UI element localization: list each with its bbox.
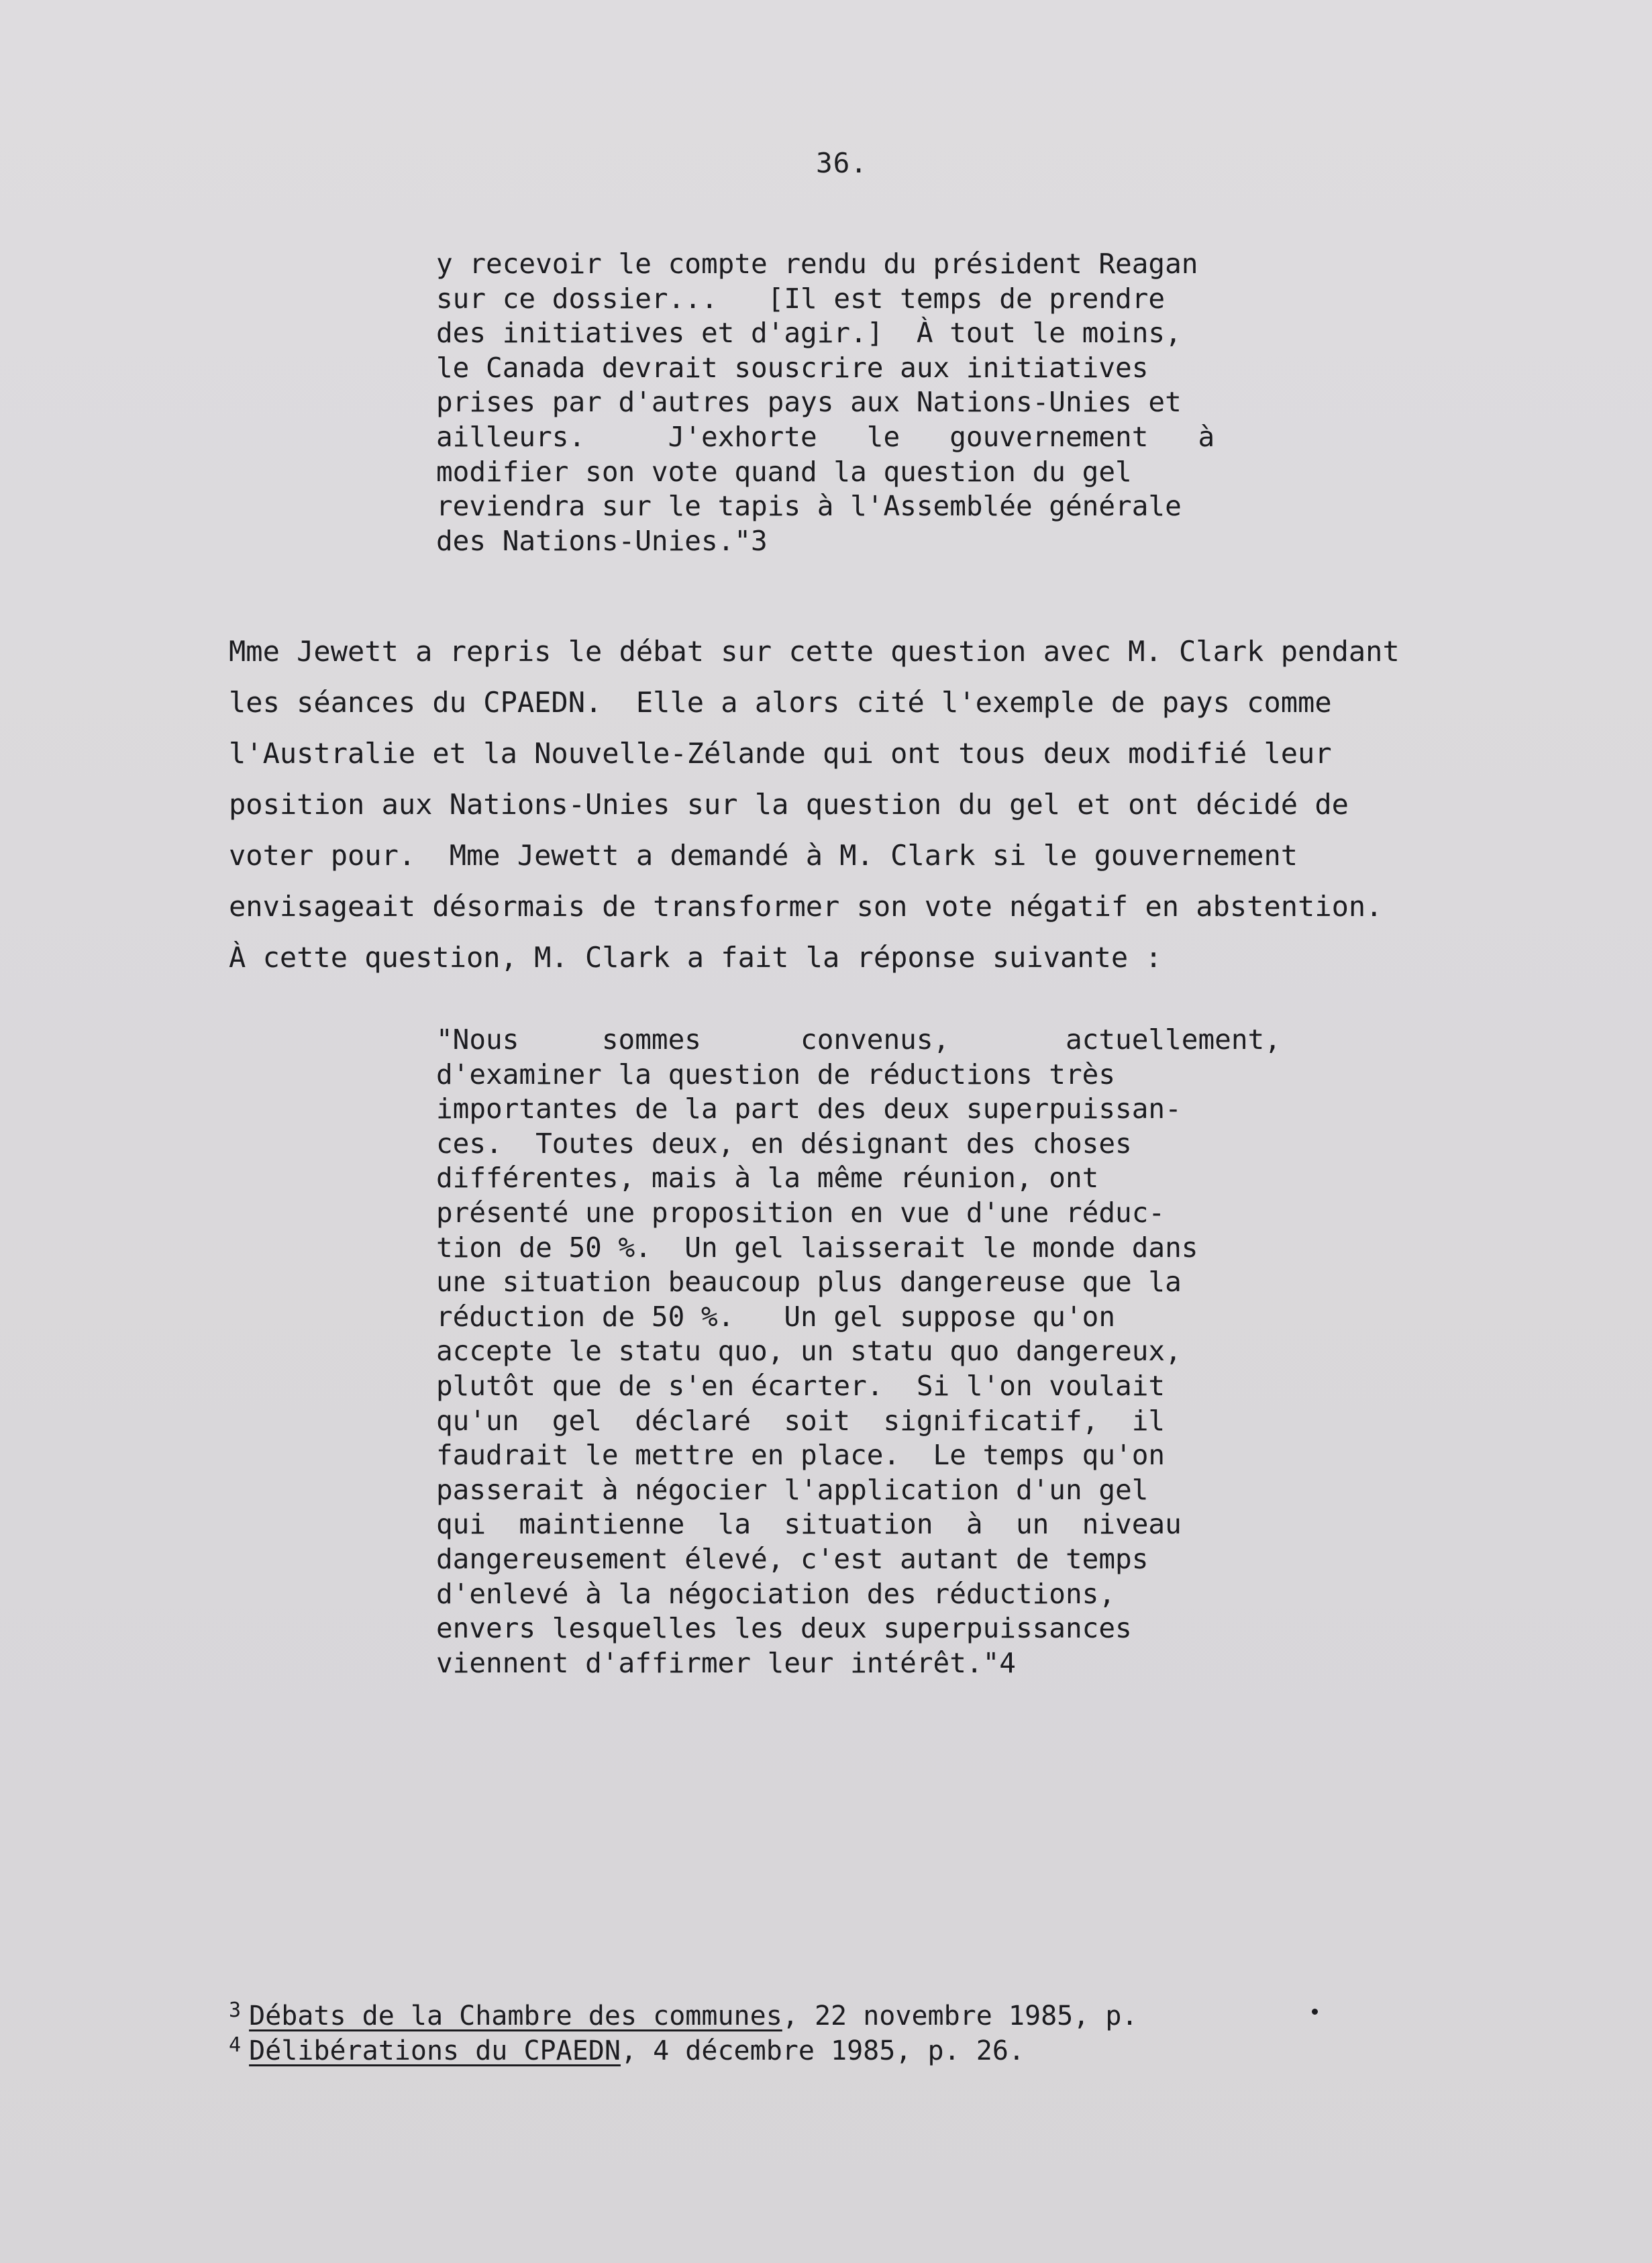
paragraph-line: À cette question, M. Clark a fait la réponse suivante : [229,941,1162,974]
paragraph-line: envisageait désormais de transformer son vote négatif en abstention. [229,890,1383,923]
quote-line: d'examiner la question de réductions très [436,1058,1116,1091]
footnote-marker: 3 [229,1999,242,2022]
quote-line: "Nous sommes convenus, actuellement, [436,1023,1281,1056]
quote-line: présenté une proposition en vue d'une réduc- [436,1196,1166,1229]
quote-line: qu'un gel déclaré soit significatif, il [436,1404,1166,1437]
quote-line: des Nations-Unies."3 [436,524,768,557]
quote-line: importantes de la part des deux superpuissan- [436,1093,1182,1125]
quote-line: passerait à négocier l'application d'un gel [436,1473,1149,1506]
footnote-3 [229,1993,1437,2031]
quote-line: le Canada devrait souscrire aux initiatives [436,351,1149,384]
footnote-marker: 4 [229,2033,242,2057]
paragraph-line: voter pour. Mme Jewett a demandé à M. Clark si le gouvernement [229,839,1298,872]
quote-line: viennent d'affirmer leur intérêt."4 [436,1646,1016,1679]
quote-line: modifier son vote quand la question du gel [436,455,1132,488]
footnote-source-title: Débats de la Chambre des communes [249,2001,782,2031]
quotation-block-top [436,247,1215,558]
paragraph-line: l'Australie et la Nouvelle-Zélande qui ont tous deux modifié leur [229,737,1332,770]
quote-line: une situation beaucoup plus dangereuse que la [436,1266,1182,1299]
quote-line: tion de 50 %. Un gel laisserait le monde dans [436,1231,1198,1264]
ink-dot [1312,2009,1318,2015]
footnote-details: , 22 novembre 1985, p. [782,2001,1138,2031]
page-number: 36. [816,147,868,179]
quote-line: d'enlevé à la négociation des réductions, [436,1577,1116,1610]
quote-line: plutôt que de s'en écarter. Si l'on voulait [436,1369,1166,1402]
quote-line: qui maintienne la situation à un niveau [436,1508,1182,1541]
footnote-4 [229,2028,1437,2066]
quote-line: différentes, mais à la même réunion, ont [436,1162,1099,1195]
quote-line: envers lesquelles les deux superpuissances [436,1612,1132,1645]
quotation-block-bottom [436,1023,1281,1680]
quote-line: réduction de 50 %. Un gel suppose qu'on [436,1300,1116,1333]
quote-line: des initiatives et d'agir.] À tout le moins, [436,317,1182,350]
body-paragraph [229,626,1400,983]
quote-line: prises par d'autres pays aux Nations-Unies et [436,386,1182,419]
quote-line: faudrait le mettre en place. Le temps qu'on [436,1439,1166,1472]
quote-line: sur ce dossier... [Il est temps de prendre [436,282,1166,315]
quote-line: y recevoir le compte rendu du président Reagan [436,248,1198,280]
quote-line: reviendra sur le tapis à l'Assemblée générale [436,490,1182,523]
footnote-source-title: Délibérations du CPAEDN [249,2035,621,2066]
paragraph-line: Mme Jewett a repris le débat sur cette question avec M. Clark pendant [229,635,1400,668]
footnotes [229,1993,1437,2066]
quote-line: dangereusement élevé, c'est autant de temps [436,1542,1149,1575]
quote-line: accepte le statu quo, un statu quo dangereux, [436,1335,1182,1368]
paragraph-line: les séances du CPAEDN. Elle a alors cité l'exemple de pays comme [229,686,1332,719]
quote-line: ailleurs. J'exhorte le gouvernement à [436,420,1215,453]
footnote-details: , 4 décembre 1985, p. 26. [620,2035,1025,2066]
quote-line: ces. Toutes deux, en désignant des choses [436,1127,1132,1160]
paragraph-line: position aux Nations-Unies sur la question du gel et ont décidé de [229,788,1349,821]
